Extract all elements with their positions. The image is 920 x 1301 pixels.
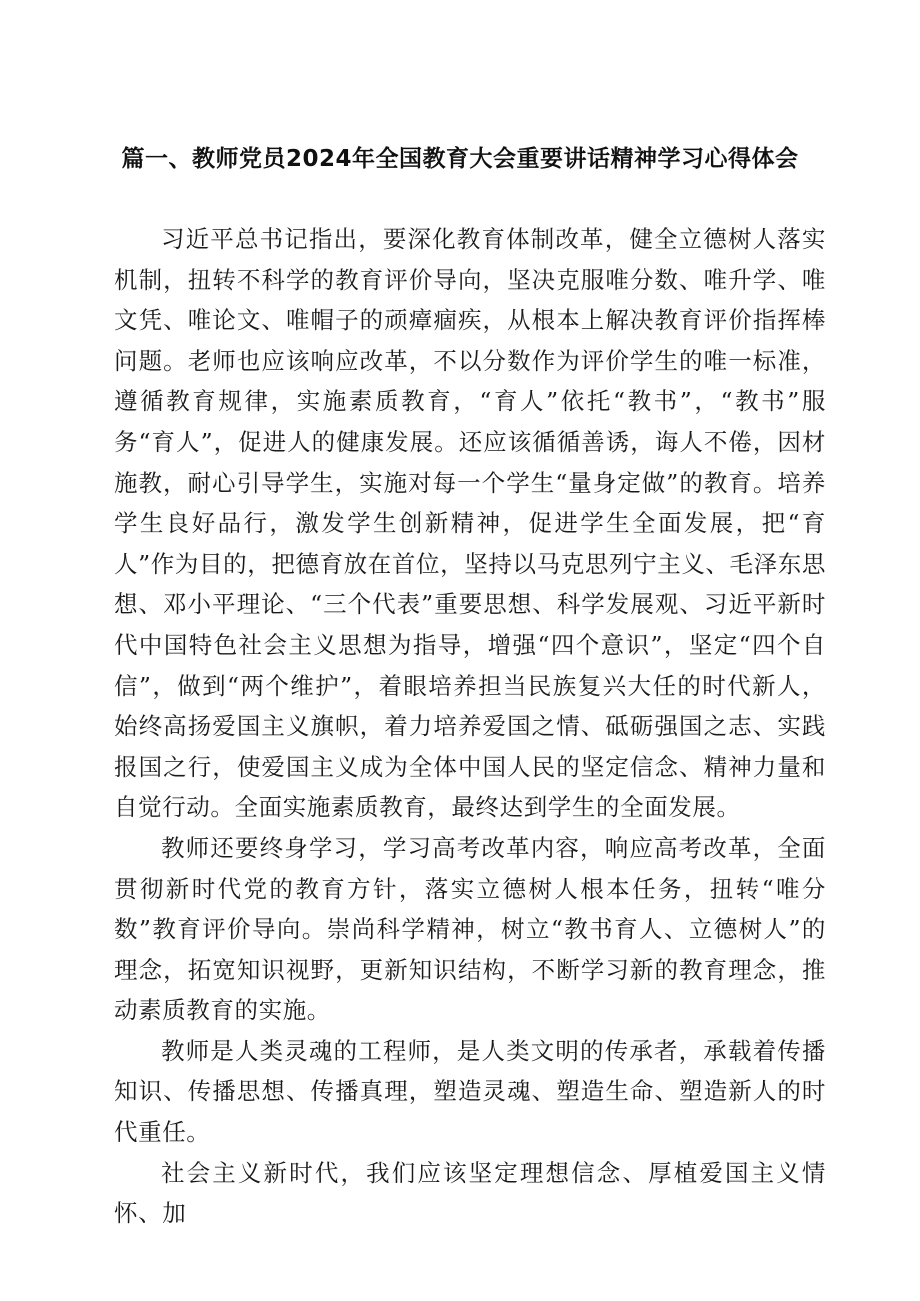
paragraph-3: 教师是人类灵魂的工程师，是人类文明的传承者，承载着传播知识、传播思想、传播真理，塑造灵魂、塑造生命、塑造新人的时代重任。	[114, 1036, 826, 1147]
paragraph-4: 社会主义新时代，我们应该坚定理想信念、厚植爱国主义情怀、加	[114, 1158, 826, 1228]
paragraph-1: 习近平总书记指出，要深化教育体制改革，健全立德树人落实机制，扭转不科学的教育评价导向，坚决克服唯分数、唯升学、唯文凭、唯论文、唯帽子的顽瘴痼疾，从根本上解决教育评价指挥棒问题。老师也应该响应改革，不以分数作为评价学生的唯一标准，遵循教育规律，实施素质教育，“育人”依托“教书”，“教书”服务“育人”，促进人的健康发展。还应该循循善诱，诲人不倦，因材施教，耐心引导学生，实施对每一个学生“量身定做”的教育。培养学生良好品行，激发学生创新精神，促进学生全面发展，把“育人”作为目的，把德育放在首位，坚持以马克思列宁主义、毛泽东思想、邓小平理论、“三个代表”重要思想、科学发展观、习近平新时代中国特色社会主义思想为指导，增强“四个意识”，坚定“四个自信”，做到“两个维护”，着眼培养担当民族复兴大任的时代新人，始终高扬爱国主义旗帜，着力培养爱国之情、砥砺强国之志、实践报国之行，使爱国主义成为全体中国人民的坚定信念、精神力量和自觉行动。全面实施素质教育，最终达到学生的全面发展。	[114, 225, 826, 822]
document-title: 篇一、教师党员2024年全国教育大会重要讲话精神学习心得体会	[121, 146, 799, 172]
paragraph-2: 教师还要终身学习，学习高考改革内容，响应高考改革，全面贯彻新时代党的教育方针，落实立德树人根本任务，扭转“唯分数”教育评价导向。崇尚科学精神，树立“教书育人、立德树人”的理念，拓宽知识视野，更新知识结构，不断学习新的教育理念，推动素质教育的实施。	[114, 833, 826, 1025]
document-body	[114, 219, 826, 1234]
